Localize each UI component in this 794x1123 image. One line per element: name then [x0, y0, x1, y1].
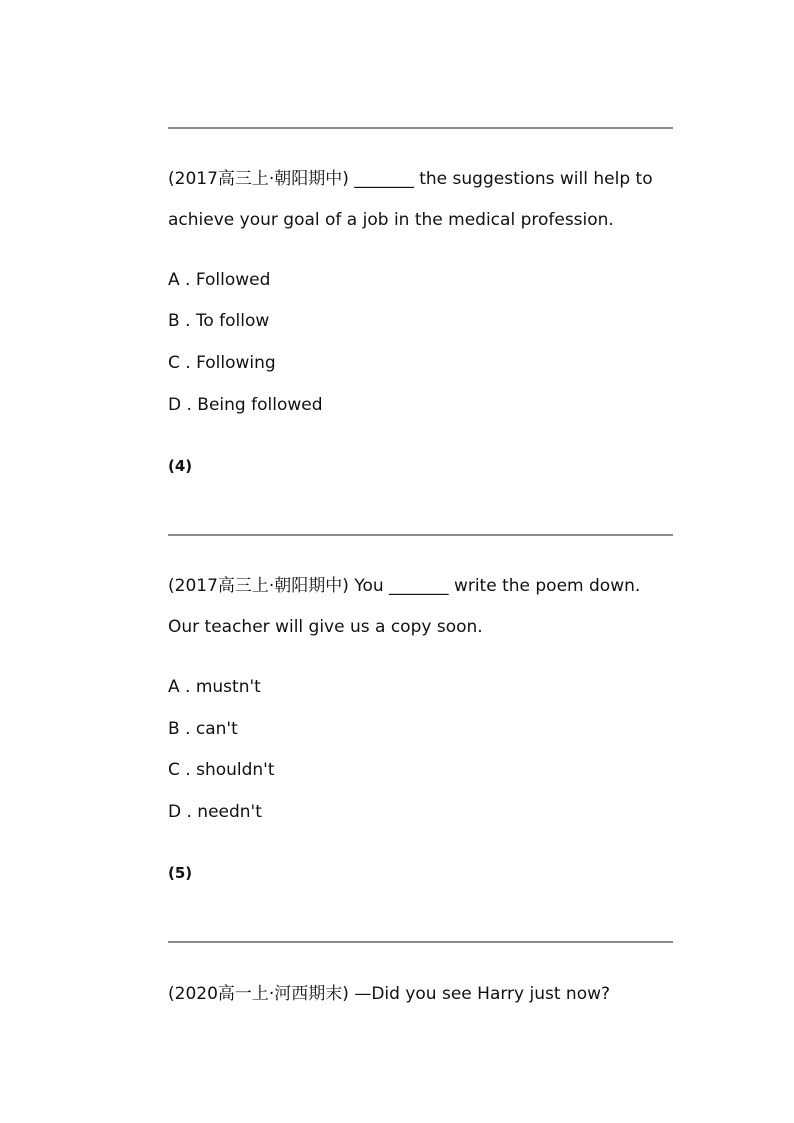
question-number: (4): [168, 457, 193, 475]
question-stem-line: achieve your goal of a job in the medical profession.: [168, 210, 614, 230]
question-divider: [168, 941, 673, 943]
question-stem-line: (2017高三上·朝阳期中) _______ the suggestions will help to: [168, 169, 653, 189]
option-d: D . needn't: [168, 802, 262, 822]
option-a: A . Followed: [168, 270, 271, 290]
option-b: B . To follow: [168, 311, 270, 331]
question-divider: [168, 127, 673, 129]
question-number: (5): [168, 864, 193, 882]
question-divider: [168, 534, 673, 536]
question-stem-line: Our teacher will give us a copy soon.: [168, 617, 483, 637]
question-stem-line: (2017高三上·朝阳期中) You _______ write the poem down.: [168, 576, 641, 596]
option-d: D . Being followed: [168, 395, 323, 415]
option-c: C . shouldn't: [168, 760, 275, 780]
option-c: C . Following: [168, 353, 276, 373]
question-stem-line: (2020高一上·河西期末) —Did you see Harry just now?: [168, 984, 611, 1004]
option-b: B . can't: [168, 719, 238, 739]
option-a: A . mustn't: [168, 677, 261, 697]
